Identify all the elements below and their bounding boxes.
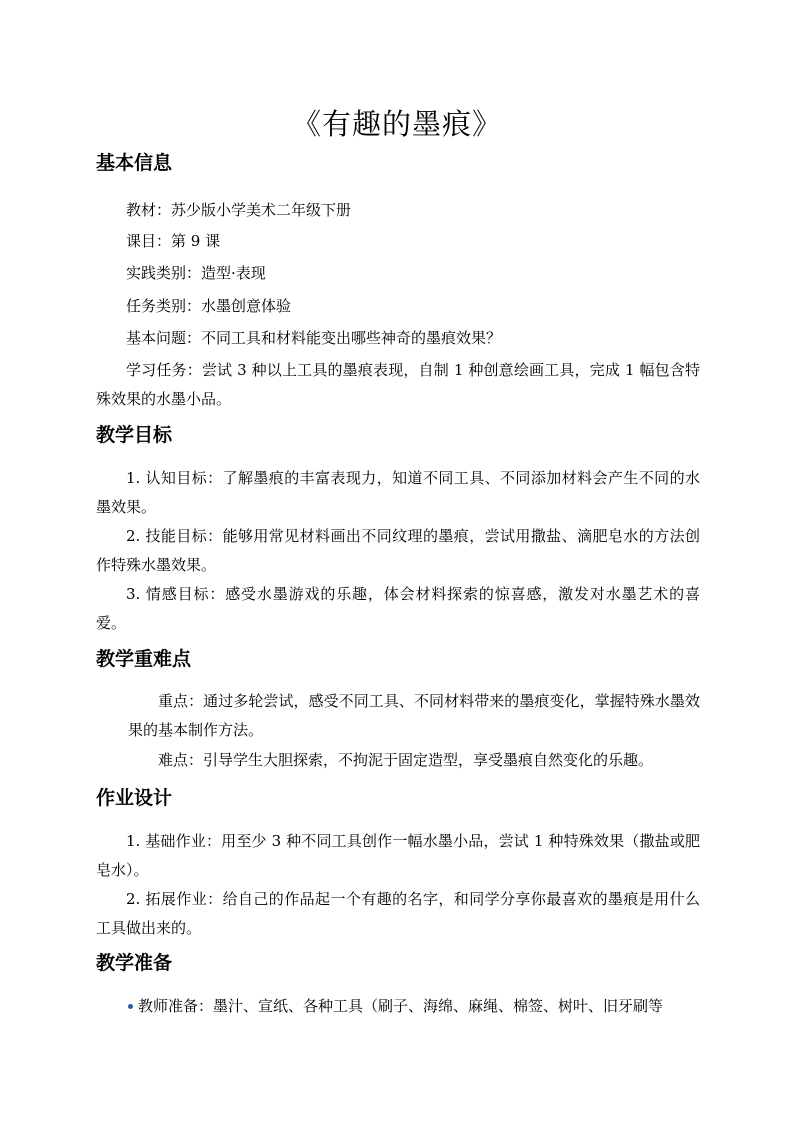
- document-title: 《有趣的墨痕》: [291, 107, 502, 141]
- heading-key-points: 教学重难点: [96, 648, 192, 670]
- objective-emotion: 3. 情感目标：感受水墨游戏的乐趣，体会材料探索的惊喜感，激发对水墨艺术的喜爱。: [96, 585, 700, 632]
- key-point-difficulty: 难点：引导学生大胆探索，不拘泥于固定造型，享受墨痕自然变化的乐趣。: [158, 751, 654, 769]
- heading-preparation: 教学准备: [96, 952, 173, 974]
- task-type-line: 任务类别：水墨创意体验: [126, 297, 292, 315]
- homework-basic: 1. 基础作业：用至少 3 种不同工具创作一幅水墨小品，尝试 1 种特殊效果（撒盐或肥皂水）。: [96, 832, 700, 879]
- heading-objectives: 教学目标: [96, 424, 173, 446]
- bullet-icon: [128, 1004, 133, 1009]
- teacher-preparation-text: 教师准备：墨汁、宣纸、各种工具（刷子、海绵、麻绳、棉签、树叶、旧牙刷等: [138, 997, 664, 1015]
- key-point-focus: 重点：通过多轮尝试，感受不同工具、不同材料带来的墨痕变化，掌握特殊水墨效果的基本制作方法。: [128, 692, 700, 739]
- objective-skill: 2. 技能目标：能够用常见材料画出不同纹理的墨痕，尝试用撒盐、滴肥皂水的方法创作特殊水墨效果。: [96, 527, 700, 574]
- basic-question-line: 基本问题：不同工具和材料能变出哪些神奇的墨痕效果？: [126, 329, 502, 347]
- homework-extended: 2. 拓展作业：给自己的作品起一个有趣的名字，和同学分享你最喜欢的墨痕是用什么工具做出来的。: [96, 890, 700, 937]
- practice-type-line: 实践类别：造型·表现: [126, 264, 266, 282]
- teacher-preparation-item: [128, 992, 708, 1021]
- heading-homework: 作业设计: [96, 787, 173, 809]
- heading-basic-info: 基本信息: [96, 152, 173, 174]
- textbook-line: 教材：苏少版小学美术二年级下册: [126, 201, 352, 219]
- lesson-line: 课目：第 9 课: [126, 232, 221, 250]
- objective-cognitive: 1. 认知目标：了解墨痕的丰富表现力，知道不同工具、不同添加材料会产生不同的水墨效果。: [96, 469, 700, 516]
- learning-task-paragraph: 学习任务：尝试 3 种以上工具的墨痕表现，自制 1 种创意绘画工具，完成 1 幅包含特殊效果的水墨小品。: [96, 361, 700, 408]
